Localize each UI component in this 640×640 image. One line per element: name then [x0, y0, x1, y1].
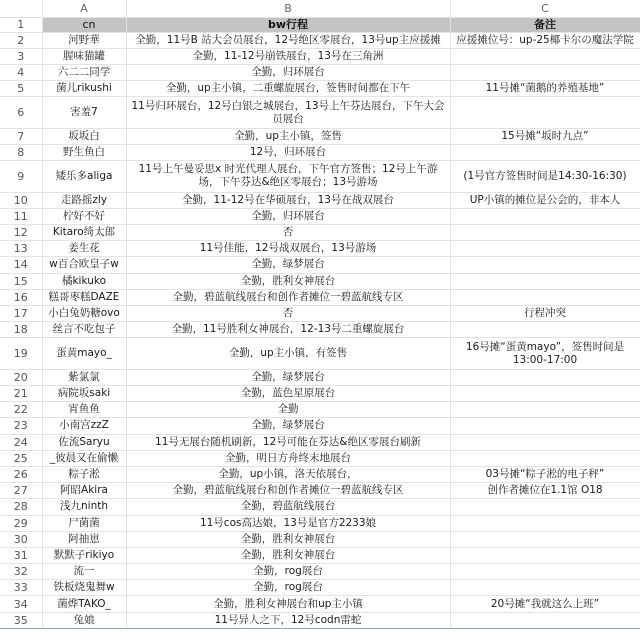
cell-schedule[interactable]: 全勤，碧蓝航线展台和创作者摊位一碧蓝航线专区	[126, 289, 450, 305]
cell-cn[interactable]: 阿昭Akira	[42, 483, 126, 499]
cell-notes[interactable]	[450, 547, 640, 563]
row-number[interactable]: 1	[0, 17, 42, 32]
row-number[interactable]: 35	[0, 612, 42, 628]
cell-cn[interactable]: 兔娘	[42, 612, 126, 628]
cell-schedule[interactable]: 全勤，绿梦展台	[126, 369, 450, 385]
cell-schedule[interactable]: 11号上午曼妥思x 时光代理人展台，下午官方签售；12号上午游场，下午芬达&绝区零展台；13号游场	[126, 161, 450, 193]
row-number[interactable]: 14	[0, 257, 42, 273]
cell-cn[interactable]: 病院坂saki	[42, 386, 126, 402]
row-number[interactable]: 18	[0, 322, 42, 338]
cell-cn[interactable]: 野生鱼白	[42, 144, 126, 160]
cell-notes[interactable]: 03号摊“粽子淞的电子秤”	[450, 466, 640, 482]
table-row	[0, 450, 640, 466]
cell-schedule[interactable]: 全勤，碧蓝航线展台和创作者摊位一碧蓝航线专区	[126, 483, 450, 499]
table-row	[0, 612, 640, 628]
cell-schedule[interactable]: 全勤，蓝色星原展台	[126, 386, 450, 402]
table-row	[0, 257, 640, 273]
table-row	[0, 97, 640, 129]
table-row	[0, 596, 640, 612]
cell-notes[interactable]	[450, 97, 640, 129]
cell-schedule[interactable]: 11号异人之下，12号codn雷蛇	[126, 612, 450, 628]
cell-cn[interactable]: 小南宫zzZ	[42, 418, 126, 434]
cell-schedule[interactable]: 全勤，11号B 站大会员展台，12号绝区零展台，13号up主应援摊	[126, 32, 450, 48]
column-header-a[interactable]: A	[42, 0, 126, 17]
cell-cn[interactable]: 坂坂白	[42, 128, 126, 144]
cell-cn[interactable]: 橘kikuko	[42, 273, 126, 289]
row-number[interactable]: 2	[0, 32, 42, 48]
cell-cn[interactable]: 阿抽崽	[42, 531, 126, 547]
cell-schedule[interactable]: 全勤，up小镇，洛天依展台，	[126, 466, 450, 482]
row-number[interactable]: 31	[0, 547, 42, 563]
table-row	[0, 338, 640, 370]
cell-cn[interactable]: 尸菌菌	[42, 515, 126, 531]
cell-schedule[interactable]: 全勤，up主小镇，有签售	[126, 338, 450, 370]
table-row	[0, 208, 640, 224]
cell-cn[interactable]: 腥味猫罐	[42, 48, 126, 64]
row-number[interactable]: 4	[0, 64, 42, 80]
table-row	[0, 81, 640, 97]
table-row	[0, 161, 640, 193]
cell-notes[interactable]	[450, 322, 640, 338]
cell-schedule[interactable]: 全勤，rog展台	[126, 580, 450, 596]
row-number[interactable]: 8	[0, 144, 42, 160]
cell-notes[interactable]	[450, 580, 640, 596]
table-row	[0, 241, 640, 257]
cell-notes[interactable]	[450, 515, 640, 531]
row-number[interactable]: 5	[0, 81, 42, 97]
cell-schedule[interactable]: 12号，归环展台	[126, 144, 450, 160]
header-cell-cn[interactable]: cn	[42, 17, 126, 32]
row-number[interactable]: 27	[0, 483, 42, 499]
cell-notes[interactable]	[450, 289, 640, 305]
table-row	[0, 386, 640, 402]
table-row	[0, 531, 640, 547]
cell-cn[interactable]: w百合欧皇子w	[42, 257, 126, 273]
cell-schedule[interactable]: 全勤，明日方舟终末地展台	[126, 450, 450, 466]
cell-schedule[interactable]: 全勤，11号胜利女神展台，12-13号二重螺旋展台	[126, 322, 450, 338]
cell-cn[interactable]: 糕哥枣糕DAZE	[42, 289, 126, 305]
cell-cn[interactable]: _彼晨又在偷懒	[42, 450, 126, 466]
column-header-c[interactable]: C	[450, 0, 640, 17]
table-row	[0, 64, 640, 80]
cell-cn[interactable]: 走路摇zly	[42, 192, 126, 208]
header-cell-schedule[interactable]: bw行程	[126, 17, 450, 32]
cell-notes[interactable]: 20号摊“我就这么上班”	[450, 596, 640, 612]
row-number[interactable]: 20	[0, 369, 42, 385]
cell-schedule[interactable]: 11号cos高达娘，13号是官方2233娘	[126, 515, 450, 531]
row-number[interactable]: 32	[0, 564, 42, 580]
cell-cn[interactable]: 流一	[42, 564, 126, 580]
row-number[interactable]: 19	[0, 338, 42, 370]
cell-notes[interactable]	[450, 241, 640, 257]
table-row	[0, 466, 640, 482]
cell-schedule[interactable]: 全勤，11-12号在华硕展台，13号在战双展台	[126, 192, 450, 208]
cell-notes[interactable]	[450, 208, 640, 224]
table-row	[0, 547, 640, 563]
cell-notes[interactable]	[450, 369, 640, 385]
row-number[interactable]: 15	[0, 273, 42, 289]
table-row	[0, 418, 640, 434]
cell-schedule[interactable]: 否	[126, 225, 450, 241]
cell-cn[interactable]: 小白兔奶糖ovo	[42, 305, 126, 321]
cell-cn[interactable]: 六二二同学	[42, 64, 126, 80]
cell-notes[interactable]	[450, 386, 640, 402]
cell-cn[interactable]: 柠好不好	[42, 208, 126, 224]
cell-notes[interactable]	[450, 257, 640, 273]
table-row	[0, 305, 640, 321]
row-number[interactable]: 16	[0, 289, 42, 305]
table-row	[0, 322, 640, 338]
row-number[interactable]: 11	[0, 208, 42, 224]
cell-cn[interactable]: 宵鱼鱼	[42, 402, 126, 418]
cell-notes[interactable]: 11号摊“菌鹅的养殖基地”	[450, 81, 640, 97]
row-number[interactable]: 33	[0, 580, 42, 596]
table-row	[0, 402, 640, 418]
row-number[interactable]: 28	[0, 499, 42, 515]
table-row	[0, 515, 640, 531]
cell-schedule[interactable]: 全勤，up主小镇，二重螺旋展台，签售时间都在下午	[126, 81, 450, 97]
cell-schedule[interactable]: 全勤，胜利女神展台	[126, 547, 450, 563]
cell-notes[interactable]	[450, 64, 640, 80]
table-row	[0, 289, 640, 305]
table-row	[0, 483, 640, 499]
row-number[interactable]: 10	[0, 192, 42, 208]
cell-cn[interactable]: 河野華	[42, 32, 126, 48]
row-number[interactable]: 3	[0, 48, 42, 64]
header-row	[0, 17, 640, 32]
table-row	[0, 144, 640, 160]
cell-schedule[interactable]: 全勤，胜利女神展台和up主小镇	[126, 596, 450, 612]
row-number[interactable]: 26	[0, 466, 42, 482]
row-number[interactable]: 21	[0, 386, 42, 402]
cell-notes[interactable]: 16号摊“蛋黄mayo”，签售时间是13:00-17:00	[450, 338, 640, 370]
cell-schedule[interactable]: 11号佳能，12号战双展台，13号游场	[126, 241, 450, 257]
cell-schedule[interactable]: 全勤，11-12号崩铁展台，13号在三角洲	[126, 48, 450, 64]
cell-schedule[interactable]: 全勤，胜利女神展台	[126, 531, 450, 547]
cell-cn[interactable]: 丝言不吃包子	[42, 322, 126, 338]
cell-cn[interactable]: 蛋黄mayo_	[42, 338, 126, 370]
cell-schedule[interactable]: 11号无展台随机刷新，12号可能在芬达&绝区零展台刷新	[126, 434, 450, 450]
cell-schedule[interactable]: 全勤	[126, 402, 450, 418]
cell-cn[interactable]: 矮乐多aliga	[42, 161, 126, 193]
cell-schedule[interactable]: 全勤，碧蓝航线展台	[126, 499, 450, 515]
row-number[interactable]: 30	[0, 531, 42, 547]
cell-notes[interactable]: 创作者摊位在1.1馆 O18	[450, 483, 640, 499]
table-row	[0, 434, 640, 450]
cell-cn[interactable]: 粽子淞	[42, 466, 126, 482]
cell-notes[interactable]: (1号官方签售时间是14:30-16:30)	[450, 161, 640, 193]
table-row	[0, 48, 640, 64]
row-number[interactable]: 23	[0, 418, 42, 434]
row-number[interactable]: 13	[0, 241, 42, 257]
table-row	[0, 369, 640, 385]
cell-schedule[interactable]: 全勤，绿梦展台	[126, 257, 450, 273]
cell-cn[interactable]: Kitaro绮太郎	[42, 225, 126, 241]
cell-notes[interactable]: UP小镇的摊位是公会的，非本人	[450, 192, 640, 208]
row-number[interactable]: 17	[0, 305, 42, 321]
cell-notes[interactable]	[450, 434, 640, 450]
cell-schedule[interactable]: 全勤，绿梦展台	[126, 418, 450, 434]
cell-cn[interactable]: 铁板烧鬼舞w	[42, 580, 126, 596]
cell-notes[interactable]	[450, 531, 640, 547]
cell-notes[interactable]	[450, 273, 640, 289]
cell-cn[interactable]: 菌儿rikushi	[42, 81, 126, 97]
cell-notes[interactable]: 15号摊“坂时九点”	[450, 128, 640, 144]
cell-schedule[interactable]: 全勤，归环展台	[126, 208, 450, 224]
row-number[interactable]: 12	[0, 225, 42, 241]
cell-notes[interactable]	[450, 612, 640, 628]
column-header-row	[0, 0, 640, 17]
row-number[interactable]: 25	[0, 450, 42, 466]
row-number[interactable]: 7	[0, 128, 42, 144]
cell-notes[interactable]	[450, 564, 640, 580]
cell-notes[interactable]: 行程冲突	[450, 305, 640, 321]
cell-cn[interactable]: 姜生花	[42, 241, 126, 257]
cell-notes[interactable]	[450, 225, 640, 241]
table-row	[0, 564, 640, 580]
cell-schedule[interactable]: 全勤，归环展台	[126, 64, 450, 80]
cell-notes[interactable]	[450, 450, 640, 466]
cell-schedule[interactable]: 11号归环展台，12号白银之城展台，13号上午芬达展台，下午大会员展台	[126, 97, 450, 129]
cell-cn[interactable]: 浅九ninth	[42, 499, 126, 515]
cell-cn[interactable]: 紫氯氯	[42, 369, 126, 385]
select-all-corner[interactable]	[0, 0, 42, 17]
cell-notes[interactable]	[450, 418, 640, 434]
column-header-b[interactable]: B	[126, 0, 450, 17]
cell-schedule[interactable]: 全勤，up主小镇，签售	[126, 128, 450, 144]
cell-notes[interactable]	[450, 499, 640, 515]
cell-notes[interactable]: 应援摊位号：up-25椰卡尔の魔法学院	[450, 32, 640, 48]
cell-cn[interactable]: 菌烨TAKO_	[42, 596, 126, 612]
cell-cn[interactable]: 默默子rikiyo	[42, 547, 126, 563]
table-row	[0, 192, 640, 208]
cell-schedule[interactable]: 否	[126, 305, 450, 321]
cell-cn[interactable]: 佐流Saryu	[42, 434, 126, 450]
cell-notes[interactable]	[450, 144, 640, 160]
row-number[interactable]: 29	[0, 515, 42, 531]
row-number[interactable]: 9	[0, 161, 42, 193]
cell-schedule[interactable]: 全勤，rog展台	[126, 564, 450, 580]
cell-notes[interactable]	[450, 402, 640, 418]
table-row	[0, 273, 640, 289]
cell-cn[interactable]: 害羞7	[42, 97, 126, 129]
row-number[interactable]: 6	[0, 97, 42, 129]
row-number[interactable]: 22	[0, 402, 42, 418]
table-row	[0, 225, 640, 241]
table-row	[0, 128, 640, 144]
cell-notes[interactable]	[450, 48, 640, 64]
cell-schedule[interactable]: 全勤，胜利女神展台	[126, 273, 450, 289]
table-row	[0, 580, 640, 596]
table-row	[0, 499, 640, 515]
table-row	[0, 32, 640, 48]
row-number[interactable]: 24	[0, 434, 42, 450]
header-cell-notes[interactable]: 备注	[450, 17, 640, 32]
row-number[interactable]: 34	[0, 596, 42, 612]
